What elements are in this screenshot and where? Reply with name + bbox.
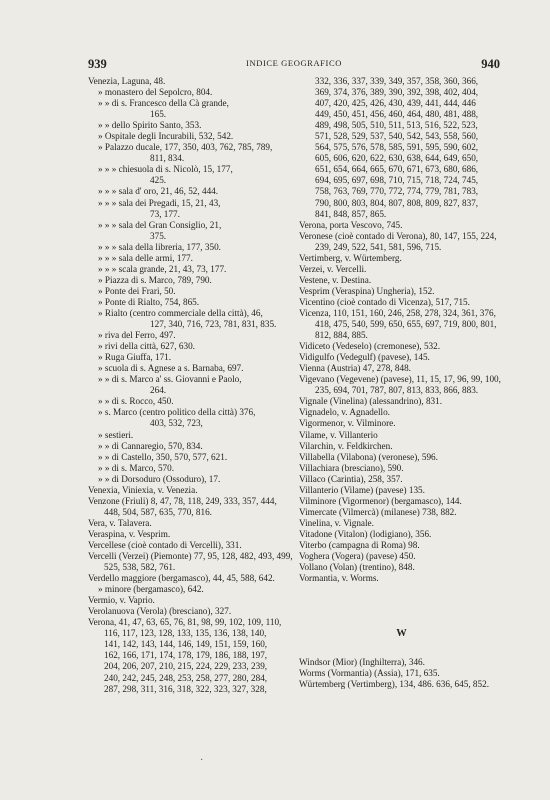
index-entry: » riva del Ferro, 497.	[98, 330, 176, 341]
index-entry: » monastero del Sepolcro, 804.	[98, 87, 213, 98]
index-entry: 812, 884, 885.	[315, 330, 368, 341]
index-entry: Vignadelo, v. Agnadello.	[299, 407, 390, 418]
right-column	[299, 76, 504, 584]
index-entry: 332, 336, 337, 339, 349, 357, 358, 360, 366,	[315, 76, 479, 86]
index-entry: Vesprim (Veraspina) Ungheria), 152.	[299, 285, 435, 296]
index-entry: » Ruga Giuffa, 171.	[98, 352, 172, 363]
index-entry: 449, 450, 451, 456, 460, 464, 480, 481, 488,	[315, 109, 479, 120]
index-entry: » » di Castello, 350, 570, 577, 621.	[98, 451, 228, 462]
index-entry: » » di s. Francesco della Cà grande,	[98, 98, 229, 109]
index-entry: » » » sala della libreria, 177, 350.	[98, 241, 221, 252]
index-entry: 811, 834.	[150, 153, 185, 164]
index-entry: 605, 606, 620, 622, 630, 638, 644, 649, 650,	[315, 153, 479, 164]
index-entry: Vienna (Austria) 47, 278, 848.	[299, 363, 411, 374]
index-entry: 369, 374, 376, 389, 390, 392, 398, 402, 404,	[315, 87, 479, 98]
index-entry: Villabella (Vilabona) (veronese), 596.	[299, 451, 438, 462]
index-entry: 141, 142, 143, 144, 146, 149, 151, 159, 160,	[104, 639, 268, 650]
index-entry: Vitadone (Vitalon) (lodigiano), 356.	[299, 528, 432, 539]
running-title: INDICE GEOGRAFICO	[246, 58, 342, 68]
index-entry: » » di Dorsoduro (Ossoduro), 17.	[98, 473, 221, 484]
index-entry: Vera, v. Talavera.	[88, 517, 152, 528]
index-entry: » » » sala dei Pregadi, 15, 21, 43,	[98, 197, 221, 208]
index-entry: » Ponte dei Frari, 50.	[98, 285, 176, 296]
index-entry: » Rialto (centro commerciale della città), 46,	[98, 307, 263, 318]
index-entry: 239, 249, 522, 541, 581, 596, 715.	[315, 241, 442, 252]
index-entry: Verdello maggiore (bergamasco), 44, 45, 588, 642.	[88, 573, 275, 584]
index-entry: 235, 694, 701, 787, 807, 813, 833, 866, 883.	[315, 385, 479, 396]
index-entry: 425.	[150, 175, 167, 186]
index-entry: Worms (Vormantia) (Assia), 171, 635.	[299, 668, 440, 679]
index-entry: » Ospitale degli Incurabili, 532, 542.	[98, 131, 234, 142]
index-entry: Veraspina, v. Vesprim.	[88, 528, 171, 539]
index-entry: Vinelina, v. Vignale.	[299, 517, 374, 528]
index-entry: 204, 206, 207, 210, 215, 224, 229, 233, 239,	[104, 661, 268, 672]
index-entry: Vermio, v. Vaprio.	[88, 595, 155, 606]
index-entry: » Palazzo ducale, 177, 350, 403, 762, 785, 789,	[98, 142, 273, 153]
index-entry: Vigevano (Vegevene) (pavese), 11, 15, 17, 96, 99, 100,	[299, 374, 501, 385]
page-header	[88, 57, 500, 71]
index-entry: Veronese (cioè contado di Verona), 80, 147, 155, 224,	[299, 230, 497, 241]
index-entry: 564, 575, 576, 578, 585, 591, 595, 590, 602,	[315, 142, 479, 153]
index-entry: Vicentino (cioè contado di Vicenza), 517, 715.	[299, 296, 470, 307]
index-entry: 116, 117, 123, 128, 133, 135, 136, 138, 140,	[104, 628, 267, 639]
index-entry: Vignale (Vinelina) (alessandrino), 831.	[299, 396, 443, 407]
index-entry: Vercellese (cioè contado di Vercelli), 331.	[88, 539, 242, 550]
section-w-entries	[299, 657, 504, 690]
index-entry: Vormantia, v. Worms.	[299, 573, 379, 584]
index-entry: 375.	[150, 230, 167, 241]
index-entry: 287, 298, 311, 316, 318, 322, 323, 327, 328,	[104, 683, 267, 694]
index-entry: Venexia, Viniexia, v. Venezia.	[88, 484, 198, 495]
index-entry: Verona, porta Vescovo, 745.	[299, 219, 403, 230]
index-entry: 407, 420, 425, 426, 430, 439, 441, 444, 446	[315, 98, 476, 109]
index-entry: » sestieri.	[98, 429, 134, 440]
index-entry: Vertimberg, v. Würtemberg.	[299, 252, 402, 263]
index-entry: Villaco (Carintia), 258, 357.	[299, 473, 403, 484]
index-entry: Vilame, v. Villanterio	[299, 429, 378, 440]
page-number-left: 939	[88, 57, 107, 71]
index-entry: » scuola di s. Agnese a s. Barnaba, 697.	[98, 363, 244, 374]
index-entry: » » » sala delle armi, 177.	[98, 252, 193, 263]
index-entry: Venezia, Laguna, 48.	[88, 76, 166, 86]
index-entry: » » dello Spirito Santo, 353.	[98, 120, 202, 131]
index-entry: » » » sala d' oro, 21, 46, 52, 444.	[98, 186, 219, 197]
index-entry: 841, 848, 857, 865.	[315, 208, 387, 219]
page-number-right: 940	[481, 57, 500, 71]
index-entry: 403, 532, 723,	[150, 418, 203, 429]
index-entry: 448, 504, 587, 635, 770, 816.	[104, 506, 212, 517]
index-entry: » » di Cannaregio, 570, 834.	[98, 440, 203, 451]
index-entry: » Ponte di Rialto, 754, 865.	[98, 296, 200, 307]
index-entry: Windsor (Mior) (Inghilterra), 346.	[299, 657, 425, 667]
index-entry: 418, 475, 540, 599, 650, 655, 697, 719, 800, 801,	[315, 319, 497, 330]
index-entry: Voghera (Vogera) (pavese) 450.	[299, 551, 416, 562]
index-entry: Verona, 41, 47, 63, 65, 76, 81, 98, 99, 102, 109, 110,	[88, 617, 282, 628]
index-entry: » minore (bergamasco), 642.	[98, 584, 204, 595]
index-entry: » » » chiesuola di s. Nicolò, 15, 177,	[98, 164, 233, 175]
section-heading-w: W	[396, 628, 407, 639]
index-entry: 489, 498, 505, 510, 511, 513, 516, 522, 523,	[315, 120, 478, 131]
print-mark: ·	[200, 755, 204, 766]
index-entry: Vidigulfo (Vedegulf) (pavese), 145.	[299, 352, 430, 363]
index-entry: Vicenza, 110, 151, 160, 246, 258, 278, 324, 361, 376,	[299, 307, 496, 318]
index-entry: Vidiceto (Vedeselo) (cremonese), 532.	[299, 341, 441, 352]
index-entry: 127, 340, 716, 723, 781, 831, 835.	[150, 319, 277, 330]
index-entry: Vestene, v. Destina.	[299, 274, 372, 285]
index-entry: » » di s. Marco, 570.	[98, 462, 175, 473]
index-entry: 571, 528, 529, 537, 540, 542, 543, 558, 560,	[315, 131, 479, 142]
index-entry: 758, 763, 769, 770, 772, 774, 779, 781, 783,	[315, 186, 479, 197]
index-entry: Villachiara (bresciano), 590.	[299, 462, 404, 473]
index-entry: Vilarchin, v. Feldkirchen.	[299, 440, 393, 451]
index-entry: 525, 538, 582, 761.	[104, 562, 176, 573]
index-entry: 790, 800, 803, 804, 807, 808, 809, 827, 837,	[315, 197, 479, 208]
left-column	[88, 76, 293, 695]
index-entry: » » di s. Marco a' ss. Giovanni e Paolo,	[98, 374, 242, 385]
index-entry: 73, 177.	[150, 208, 180, 219]
index-entry: 240, 242, 245, 248, 253, 258, 277, 280, 284,	[104, 672, 268, 683]
index-entry: Vercelli (Verzei) (Piemonte) 77, 95, 128, 482, 493, 499,	[88, 551, 293, 562]
index-entry: Verzei, v. Vercelli.	[299, 263, 367, 274]
index-entry: Vollano (Volan) (trentino), 848.	[299, 562, 415, 573]
index-entry: » » » scala grande, 21, 43, 73, 177.	[98, 263, 227, 274]
index-entry: Vigormenor, v. Vilminore.	[299, 418, 396, 429]
index-entry: 162, 166, 171, 174, 178, 179, 186, 188, 197,	[104, 650, 268, 661]
index-entry: Viterbo (campagna di Roma) 98.	[299, 539, 420, 550]
index-entry: 165.	[150, 109, 167, 120]
index-entry: 264.	[150, 385, 167, 396]
index-entry: Vilminore (Vigormenor) (bergamasco), 144.	[299, 495, 462, 506]
index-entry: 694, 695, 697, 698, 710, 715, 718, 724, 745,	[315, 175, 479, 186]
index-entry: Würtemberg (Vertimberg), 134, 486. 636, 645, 852.	[299, 679, 490, 690]
index-entry: » » » sala del Gran Consiglio, 21,	[98, 219, 222, 230]
index-entry: Venzone (Friuli) 8, 47, 78, 118, 249, 333, 357, 444,	[88, 495, 277, 506]
index-entry: Vimercate (Vilmercà) (milanese) 738, 882.	[299, 506, 457, 517]
index-entry: 651, 654, 664, 665, 670, 671, 673, 680, 686,	[315, 164, 479, 175]
index-entry: Villanterio (Vilame) (pavese) 135.	[299, 484, 425, 495]
index-entry: Verolanuova (Verola) (bresciano), 327.	[88, 606, 232, 617]
index-entry: » rivi della città, 627, 630.	[98, 341, 195, 352]
index-entry: » s. Marco (centro politico della città) 376,	[98, 407, 256, 418]
index-entry: » » di s. Rocco, 450.	[98, 396, 174, 407]
index-entry: » Piazza di s. Marco, 789, 790.	[98, 274, 212, 285]
